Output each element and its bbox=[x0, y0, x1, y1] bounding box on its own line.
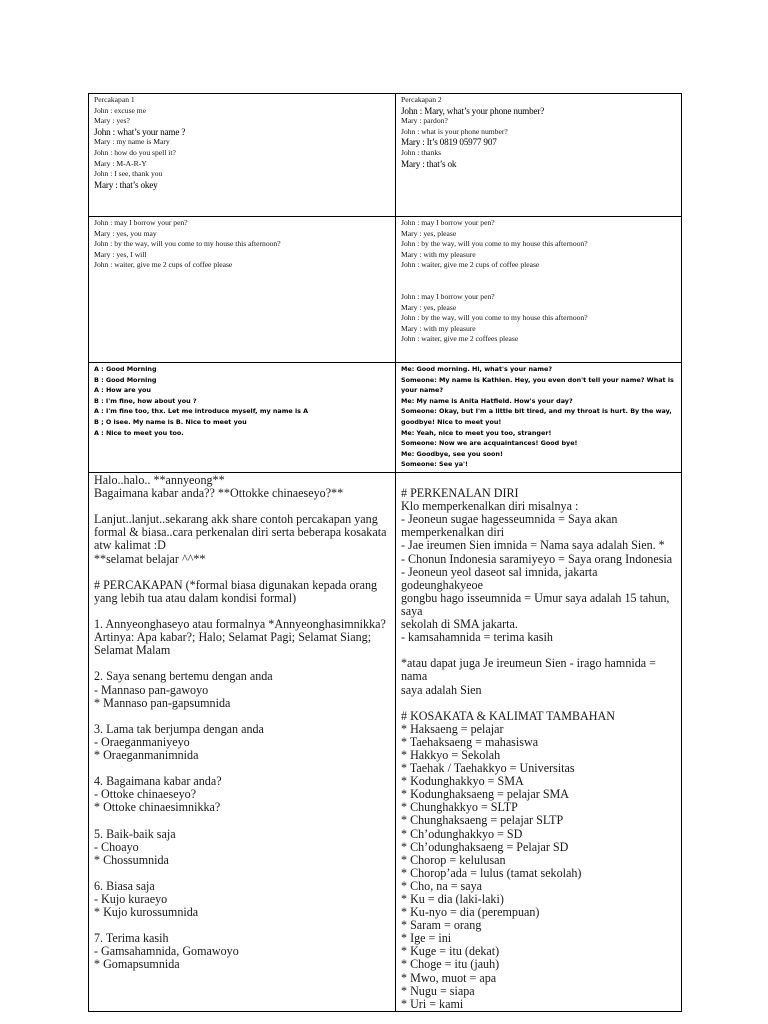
text-line: - Jae ireumen Sien imnida = Nama saya adalah Sien. * bbox=[401, 538, 665, 553]
text-line: Mary : yes, you may bbox=[94, 228, 157, 238]
text-line: John : Mary, what’s your phone number? bbox=[401, 105, 545, 116]
text-line: 3. Lama tak berjumpa dengan anda bbox=[94, 721, 264, 736]
text-line: * Mannaso pan-gapsumnida bbox=[94, 695, 231, 710]
text-line: Selamat Malam bbox=[94, 643, 171, 658]
text-line: Halo..halo.. **annyeong** bbox=[94, 473, 225, 487]
cell-korean-kosakata bbox=[396, 473, 682, 1012]
text-line: John : by the way, will you come to my house this afternoon? bbox=[401, 313, 588, 323]
text-line: * Oraeganmanimnida bbox=[94, 747, 199, 762]
text-line: John : by the way, will you come to my house this afternoon? bbox=[401, 239, 588, 249]
text-line: Mary : with my pleasure bbox=[401, 323, 476, 333]
text-line: B ; O isee. My name is B. Nice to meet you bbox=[94, 417, 247, 426]
cell-borrow-pen-2 bbox=[396, 217, 682, 363]
text-line: * Saram = orang bbox=[401, 918, 482, 933]
text-line: *atau dapat juga Je ireumeun Sien - irago hamnida = nama bbox=[401, 656, 660, 684]
conversation-title: Percakapan 2 bbox=[401, 95, 442, 104]
text-line: * Kujo kurossumnida bbox=[94, 905, 199, 920]
korean-lesson-text bbox=[94, 474, 389, 972]
blank-line bbox=[401, 697, 675, 710]
text-line: Mary : my name is Mary bbox=[94, 137, 170, 147]
text-line: John : by the way, will you come to my house this afternoon? bbox=[94, 239, 281, 249]
text-line: * Chunghaksaeng = pelajar SLTP bbox=[401, 813, 564, 828]
text-line: - Jeoneun sugae hagesseumnida = Saya akan bbox=[401, 512, 618, 527]
text-line: * Chossumnida bbox=[94, 852, 169, 867]
text-line: 5. Baik-baik saja bbox=[94, 826, 176, 841]
text-line: Lanjut..lanjut..sekarang akk share contoh percakapan yang bbox=[94, 512, 378, 527]
text-line: - Choayo bbox=[94, 839, 139, 854]
text-line: 1. Annyeonghaseyo atau formalnya *Annyeonghasimnikka? bbox=[94, 617, 386, 632]
text-line: # PERCAKAPAN (*formal biasa digunakan kepada orang bbox=[94, 577, 378, 592]
conversation-lines bbox=[401, 106, 675, 170]
conversation-lines bbox=[401, 292, 675, 345]
text-line: your name? bbox=[401, 386, 444, 395]
blank-line bbox=[94, 867, 389, 880]
cell-korean-percakapan bbox=[89, 473, 396, 1012]
text-line: John : may I borrow your pen? bbox=[401, 218, 495, 227]
text-line: Mary : that’s ok bbox=[401, 158, 457, 169]
conversation-title: Percakapan 1 bbox=[94, 95, 135, 104]
text-line: * Ige = ini bbox=[401, 931, 452, 946]
text-line: A : Good Morning bbox=[94, 365, 157, 373]
text-line: # KOSAKATA & KALIMAT TAMBAHAN bbox=[401, 708, 615, 723]
text-line: Mary : yes, I will bbox=[94, 249, 147, 259]
text-line: John : may I borrow your pen? bbox=[94, 218, 188, 227]
text-line: - Mannaso pan-gawoyo bbox=[94, 682, 209, 697]
document-table bbox=[88, 93, 682, 1012]
text-line: Someone: My name is Kathlen. Hey, you even don't tell your name? What is bbox=[401, 375, 674, 384]
table-row bbox=[89, 217, 682, 363]
text-line: - Gamsahamnida, Gomawoyo bbox=[94, 944, 239, 959]
text-line: - kamsahamnida = terima kasih bbox=[401, 630, 553, 645]
text-line: Me: Good morning. Hi, what's your name? bbox=[401, 365, 553, 373]
text-line: 7. Terima kasih bbox=[94, 931, 169, 946]
text-line: * Uri = kami bbox=[401, 996, 464, 1011]
text-line: atw kalimat :D bbox=[94, 538, 166, 553]
text-line: goodbye! Nice to meet you! bbox=[401, 417, 502, 426]
text-line: * Taehaksaeng = mahasiswa bbox=[401, 734, 539, 749]
cell-introduction-dialog bbox=[396, 363, 682, 473]
text-line: A : Nice to meet you too. bbox=[94, 428, 184, 437]
text-line: John : what is your phone number? bbox=[401, 126, 508, 136]
text-line: * Ch’odunghaksaeng = Pelajar SD bbox=[401, 839, 569, 854]
text-line: John : waiter, give me 2 coffees please bbox=[401, 334, 519, 344]
text-line: - Oraeganmaniyeyo bbox=[94, 734, 190, 749]
text-line: B : Good Morning bbox=[94, 375, 157, 384]
text-line: * Mwo, muot = apa bbox=[401, 970, 497, 985]
text-line: Mary : It’s 0819 05977 907 bbox=[401, 137, 497, 148]
table-row bbox=[89, 363, 682, 473]
text-line: Mary : that’s okey bbox=[94, 179, 158, 190]
text-line: * Haksaeng = pelajar bbox=[401, 721, 504, 736]
blank-line bbox=[94, 814, 389, 827]
text-line: * Ch’odunghakkyo = SD bbox=[401, 826, 523, 841]
text-line: Someone: Now we are acquaintances! Good bye! bbox=[401, 439, 578, 448]
text-line: Mary : pardon? bbox=[401, 116, 448, 126]
conversation-lines bbox=[94, 218, 389, 271]
text-line: - Chonun Indonesia saramiyeyo = Saya orang Indonesia bbox=[401, 551, 673, 566]
text-line: gongbu hago isseumnida = Umur saya adalah 15 tahun, saya bbox=[401, 590, 673, 618]
text-line: - Jeoneun yeol daseot sal imnida, jakarta godeunghakyeoe bbox=[401, 564, 601, 592]
text-line: # PERKENALAN DIRI bbox=[401, 486, 519, 501]
text-line: Artinya: Apa kabar?; Halo; Selamat Pagi; Selamat Siang; bbox=[94, 630, 372, 645]
text-line: * Taehak / Taehakkyo = Universitas bbox=[401, 761, 575, 776]
table-row bbox=[89, 473, 682, 1012]
text-line: Mary : with my pleasure bbox=[401, 249, 476, 259]
text-line: * Hakkyo = Sekolah bbox=[401, 747, 501, 762]
text-line: John : waiter, give me 2 cups of coffee please bbox=[401, 260, 540, 270]
conversation-lines bbox=[401, 364, 675, 470]
text-line: **selamat belajar ^^** bbox=[94, 551, 206, 566]
text-line: A : How are you bbox=[94, 386, 151, 395]
text-line: Someone: Okay, but I'm a little bit tired, and my throat is hurt. By the way, bbox=[401, 407, 672, 416]
text-line: Me: My name is Anita Hatfield. How's your day? bbox=[401, 396, 573, 405]
text-line: Someone: See ya'! bbox=[401, 460, 468, 469]
blank-line bbox=[94, 566, 389, 579]
text-line: Me: Yeah, nice to meet you too, stranger! bbox=[401, 428, 552, 437]
text-line: 6. Biasa saja bbox=[94, 878, 155, 893]
text-line: saya adalah Sien bbox=[401, 682, 482, 697]
text-line: * Nugu = siapa bbox=[401, 983, 475, 998]
text-line: 2. Saya senang bertemu dengan anda bbox=[94, 669, 273, 684]
text-line: John : what’s your name ? bbox=[94, 126, 186, 137]
cell-borrow-pen-1 bbox=[89, 217, 396, 363]
text-line: yang lebih tua atau dalam kondisi formal) bbox=[94, 590, 297, 605]
text-line: * Kodunghaksaeng = pelajar SMA bbox=[401, 787, 570, 802]
text-line: Mary : yes? bbox=[94, 116, 130, 126]
conversation-lines bbox=[94, 364, 389, 438]
text-line: John : excuse me bbox=[94, 105, 147, 115]
text-line: John : how do you spell it? bbox=[94, 147, 176, 157]
text-line: * Chorop’ada = lulus (tamat sekolah) bbox=[401, 865, 582, 880]
text-line: * Chorop = kelulusan bbox=[401, 852, 506, 867]
text-line: Me: Goodbye, see you soon! bbox=[401, 449, 503, 458]
table-row bbox=[89, 94, 682, 217]
cell-good-morning bbox=[89, 363, 396, 473]
korean-vocabulary-text bbox=[401, 474, 675, 1011]
cell-percakapan-2 bbox=[396, 94, 682, 217]
text-line: formal & biasa..cara perkenalan diri serta beberapa kosakata bbox=[94, 525, 387, 540]
text-line: Klo memperkenalkan diri misalnya : bbox=[401, 499, 579, 514]
text-line: memperkenalkan diri bbox=[401, 525, 505, 540]
text-line: Mary : M-A-R-Y bbox=[94, 158, 147, 168]
text-line: * Ottoke chinaesimnikka? bbox=[94, 800, 221, 815]
text-line: A : I'm fine too, thx. Let me introduce myself, my name is A bbox=[94, 407, 309, 416]
text-line: - Ottoke chinaeseyo? bbox=[94, 787, 197, 802]
text-line: - Kujo kuraeyo bbox=[94, 892, 168, 906]
text-line: * Cho, na = saya bbox=[401, 878, 483, 893]
text-line: John : I see, thank you bbox=[94, 169, 163, 179]
conversation-lines bbox=[94, 106, 389, 191]
blank-line bbox=[94, 710, 389, 723]
text-line: B : I'm fine, how about you ? bbox=[94, 396, 197, 405]
text-line: Mary : yes, please bbox=[401, 302, 457, 312]
text-line: 4. Bagaimana kabar anda? bbox=[94, 774, 222, 789]
text-line: Bagaimana kabar anda?? **Ottokke chinaeseyo?** bbox=[94, 486, 344, 501]
conversation-lines bbox=[401, 218, 675, 271]
text-line: * Chunghakkyo = SLTP bbox=[401, 800, 518, 815]
cell-percakapan-1 bbox=[89, 94, 396, 217]
text-line: Mary : yes, please bbox=[401, 228, 457, 238]
text-line: * Ku = dia (laki-laki) bbox=[401, 892, 504, 906]
text-line: * Kodunghakkyo = SMA bbox=[401, 774, 524, 789]
text-line: John : may I borrow your pen? bbox=[401, 291, 495, 301]
text-line: * Choge = itu (jauh) bbox=[401, 957, 500, 972]
text-line: John : waiter, give me 2 cups of coffee please bbox=[94, 260, 233, 270]
text-line: * Gomapsumnida bbox=[94, 957, 180, 972]
text-line: * Kuge = itu (dekat) bbox=[401, 944, 500, 959]
text-line: sekolah di SMA jakarta. bbox=[401, 617, 518, 632]
text-line: John : thanks bbox=[401, 147, 442, 157]
text-line: * Ku-nyo = dia (perempuan) bbox=[401, 905, 540, 920]
